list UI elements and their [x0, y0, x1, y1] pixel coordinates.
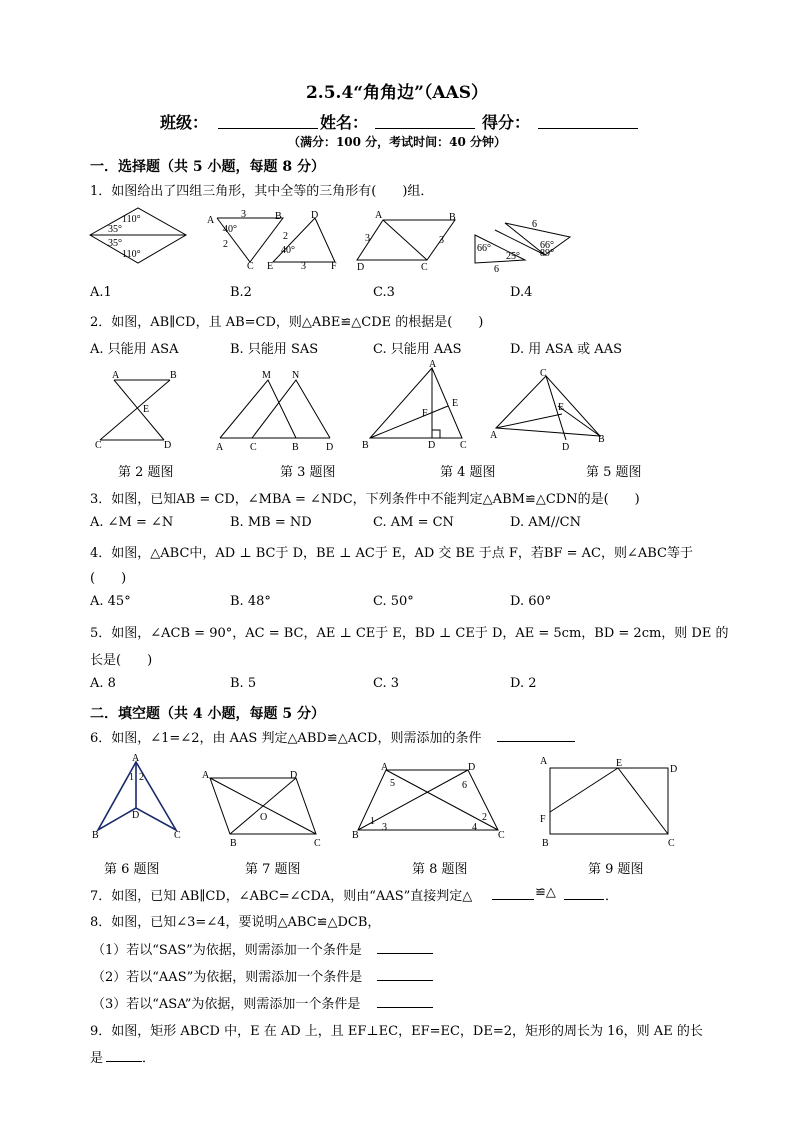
- q8-part-2: （2）若以“AAS”为依据，则需添加一个条件是: [92, 970, 363, 985]
- question-7-congruent: ≌△: [535, 885, 556, 900]
- q3-option-c[interactable]: C. AM = CN: [373, 515, 454, 530]
- q1-figure-c: [355, 208, 465, 273]
- q1-figure-b: [205, 205, 345, 270]
- f1d-label-3: 89°: [540, 248, 554, 259]
- f8-label-1: D: [468, 762, 476, 773]
- f1c-label-3: 3: [439, 235, 444, 246]
- q9-answer-blank[interactable]: [106, 1061, 142, 1062]
- f8-label-6: 3: [382, 822, 387, 833]
- f8-label-3: 6: [462, 780, 467, 791]
- figure-q3: [212, 368, 337, 453]
- f1b-label-5: 2: [223, 239, 228, 250]
- f4-label-3: B: [362, 440, 369, 451]
- f1c-label-1: B: [449, 212, 456, 223]
- class-label: 班级：: [160, 113, 209, 132]
- f2-label-2: E: [143, 404, 150, 415]
- question-3: 3．如图，已知AB = CD，∠MBA = ∠NDC，下列条件中不能判定△ABM≌△CDN的是( ): [90, 492, 640, 507]
- caption-q3: 第 3 题图: [280, 465, 336, 480]
- figure-q8: [350, 758, 512, 842]
- f7-label-3: B: [230, 838, 237, 849]
- q5-option-d[interactable]: D. 2: [510, 676, 537, 691]
- f3-label-1: N: [292, 370, 300, 381]
- question-4-line2: ( ): [90, 571, 127, 586]
- f1b-label-4: 40°: [223, 224, 237, 235]
- question-2: 2．如图，AB∥CD，且 AB=CD，则△ABE≌△CDE 的根据是( ): [90, 315, 484, 330]
- q6-answer-blank[interactable]: [497, 741, 575, 742]
- q8-part-1: （1）若以“SAS”为依据，则需添加一个条件是: [92, 943, 362, 958]
- f1b-label-2: B: [275, 211, 282, 222]
- q5-option-b[interactable]: B. 5: [230, 676, 257, 691]
- q3-option-b[interactable]: B. MB = ND: [230, 515, 312, 530]
- f6-label-3: D: [132, 810, 140, 821]
- f4-label-1: E: [452, 398, 459, 409]
- question-7-text: 7．如图，已知 AB∥CD，∠ABC=∠CDA，则由“AAS”直接判定△: [90, 889, 473, 904]
- f7-label-1: D: [290, 770, 298, 781]
- f6-label-4: B: [92, 830, 99, 841]
- q2-option-a[interactable]: A. 只能用 ASA: [90, 342, 179, 357]
- f7-label-0: A: [202, 770, 210, 781]
- f9-label-1: E: [616, 758, 623, 769]
- figure-q2: [92, 372, 192, 452]
- q5-option-a[interactable]: A. 8: [90, 676, 116, 691]
- f1b-label-1: 3: [241, 209, 246, 220]
- q1-option-c[interactable]: C.3: [373, 285, 395, 300]
- f3-label-4: B: [292, 442, 299, 453]
- question-7-end: ．: [605, 889, 619, 904]
- q1-option-d[interactable]: D.4: [510, 285, 533, 300]
- q1-figure-a: [88, 205, 188, 270]
- section1-heading: 一．选择题（共 5 小题，每题 8 分）: [90, 159, 325, 175]
- f2-label-1: B: [170, 370, 177, 381]
- f6-label-5: C: [174, 830, 181, 841]
- f1d-label-1: 66°: [477, 243, 491, 254]
- caption-q6: 第 6 题图: [104, 862, 160, 877]
- f1a-label-1: 35°: [108, 224, 122, 235]
- f3-label-3: C: [250, 442, 257, 453]
- q2-option-d[interactable]: D. 用 ASA 或 AAS: [510, 342, 622, 357]
- q4-option-c[interactable]: C. 50°: [373, 594, 414, 609]
- f1a-label-0: 110°: [122, 214, 141, 225]
- f4-label-4: D: [428, 440, 436, 451]
- f1c-label-0: A: [375, 210, 383, 221]
- f5-label-4: B: [598, 434, 605, 445]
- caption-q2: 第 2 题图: [118, 465, 174, 480]
- f1b-label-11: F: [331, 261, 337, 272]
- q3-option-d[interactable]: D. AM//CN: [510, 515, 582, 530]
- f9-label-3: F: [540, 814, 546, 825]
- q4-option-a[interactable]: A. 45°: [90, 594, 131, 609]
- score-blank[interactable]: [538, 128, 638, 129]
- f8-label-7: 4: [472, 822, 477, 833]
- f6-label-2: 2: [139, 772, 144, 783]
- f8-label-2: 5: [390, 778, 395, 789]
- f1b-label-3: D: [311, 210, 319, 221]
- q8-part-3: （3）若以“ASA”为依据，则需添加一个条件是: [92, 997, 361, 1012]
- f1d-label-0: 6: [532, 219, 537, 230]
- f9-label-4: B: [542, 838, 549, 849]
- figure-q6: [92, 753, 188, 841]
- question-5-line2: 长是( ): [90, 653, 153, 668]
- figure-q4: [362, 360, 474, 452]
- f2-label-4: D: [164, 440, 172, 451]
- f5-label-3: D: [562, 442, 570, 453]
- class-blank[interactable]: [218, 128, 318, 129]
- f2-label-0: A: [112, 370, 120, 381]
- question-8: 8．如图，已知∠3=∠4，要说明△ABC≌△DCB，: [90, 915, 381, 930]
- f5-label-0: C: [540, 368, 547, 379]
- f3-label-0: M: [262, 370, 271, 381]
- exam-note: （满分：100 分，考试时间：40 分钟）: [287, 135, 507, 149]
- f6-label-0: A: [132, 753, 140, 764]
- f3-label-2: A: [216, 442, 224, 453]
- f1b-label-10: 3: [301, 261, 306, 272]
- f8-label-0: A: [381, 762, 389, 773]
- f1b-label-8: C: [247, 261, 254, 272]
- q2-option-b[interactable]: B. 只能用 SAS: [230, 342, 319, 357]
- f4-label-2: F: [422, 408, 428, 419]
- f1c-label-4: D: [357, 262, 365, 273]
- f5-label-1: E: [558, 402, 565, 413]
- f7-label-4: C: [314, 838, 321, 849]
- f4-label-5: C: [460, 440, 467, 451]
- f1b-label-9: E: [267, 261, 274, 272]
- f1a-label-3: 110°: [122, 249, 141, 260]
- f9-label-2: D: [670, 764, 678, 775]
- q5-option-c[interactable]: C. 3: [373, 676, 400, 691]
- question-5-line1: 5．如图，∠ACB = 90°，AC = BC，AE ⊥ CE于 E，BD ⊥ CE于 D，AE = 5cm，BD = 2cm，则 DE 的: [90, 626, 729, 641]
- f8-label-9: C: [498, 830, 505, 841]
- q1-option-b[interactable]: B.2: [230, 285, 252, 300]
- caption-q4: 第 4 题图: [440, 465, 496, 480]
- q2-option-c[interactable]: C. 只能用 AAS: [373, 342, 462, 357]
- q7-answer-blank-1[interactable]: [492, 899, 534, 900]
- f9-label-0: A: [540, 756, 548, 767]
- question-6: 6．如图，∠1=∠2，由 AAS 判定△ABD≌△ACD，则需添加的条件: [90, 731, 482, 746]
- f7-label-2: O: [260, 812, 268, 823]
- page-title: 2.5.4“角角边”（AAS）: [305, 83, 489, 103]
- f1c-label-5: C: [421, 262, 428, 273]
- question-9-line2-start: 是: [90, 1051, 104, 1066]
- f8-label-8: B: [352, 830, 359, 841]
- q8-part-3-blank[interactable]: [377, 1007, 433, 1008]
- caption-q9: 第 9 题图: [588, 862, 644, 877]
- q7-answer-blank-2[interactable]: [564, 899, 604, 900]
- q3-option-a[interactable]: A. ∠M = ∠N: [90, 515, 174, 530]
- figure-q7: [200, 768, 330, 848]
- f1b-label-6: 2: [283, 231, 288, 242]
- question-4-line1: 4．如图，△ABC中，AD ⊥ BC于 D，BE ⊥ AC于 E，AD 交 BE 于点 F，若BF = AC，则∠ABC等于: [90, 546, 693, 561]
- f1a-label-2: 35°: [108, 238, 122, 249]
- f8-label-4: 1: [370, 816, 375, 827]
- f1d-label-4: 25°: [506, 251, 520, 262]
- q1-option-a[interactable]: A.1: [90, 285, 112, 300]
- q1-figure-d: [470, 215, 580, 275]
- caption-q5: 第 5 题图: [586, 465, 642, 480]
- q8-part-2-blank[interactable]: [377, 980, 433, 981]
- name-label: 姓名：: [320, 113, 369, 132]
- f5-label-2: A: [490, 430, 498, 441]
- section2-heading: 二．填空题（共 4 小题，每题 5 分）: [90, 706, 325, 722]
- f2-label-3: C: [95, 440, 102, 451]
- f1c-label-2: 3: [365, 233, 370, 244]
- q8-part-1-blank[interactable]: [377, 953, 433, 954]
- name-blank[interactable]: [375, 128, 475, 129]
- figure-q9: [536, 756, 684, 848]
- f1b-label-0: A: [207, 215, 215, 226]
- f6-label-1: 1: [129, 772, 134, 783]
- q4-option-b[interactable]: B. 48°: [230, 594, 271, 609]
- caption-q8: 第 8 题图: [412, 862, 468, 877]
- question-9-line2-end: ．: [142, 1051, 156, 1066]
- figure-q5: [488, 366, 613, 451]
- question-1: 1．如图给出了四组三角形，其中全等的三角形有( )组．: [90, 184, 434, 199]
- f3-label-5: D: [326, 442, 334, 453]
- f9-label-5: C: [668, 838, 675, 849]
- f1d-label-5: 6: [494, 264, 499, 275]
- score-label: 得分：: [482, 113, 531, 132]
- question-9-line1: 9．如图，矩形 ABCD 中，E 在 AD 上，且 EF⊥EC，EF=EC，DE=2，矩形的周长为 16，则 AE 的长: [90, 1024, 703, 1039]
- f1b-label-7: 40°: [281, 245, 295, 256]
- f1d-label-2: 66°: [540, 240, 554, 251]
- f8-label-5: 2: [482, 812, 487, 823]
- caption-q7: 第 7 题图: [245, 862, 301, 877]
- q4-option-d[interactable]: D. 60°: [510, 594, 552, 609]
- f4-label-0: A: [429, 359, 437, 370]
